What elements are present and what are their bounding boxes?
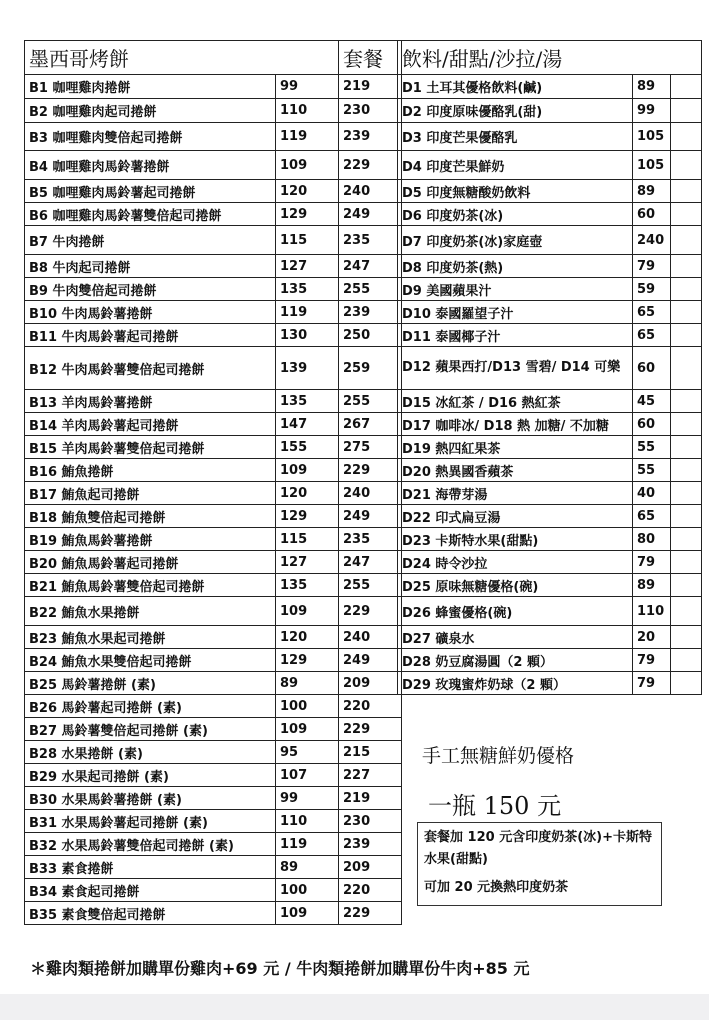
drink-row	[398, 99, 702, 123]
drink-blank-cell	[671, 390, 702, 413]
drink-price: 79	[633, 551, 671, 574]
tortilla-price: 139	[276, 347, 339, 390]
drinks-section-title: 飲料/甜點/沙拉/湯	[398, 41, 702, 75]
tortilla-set-price: 239	[339, 301, 402, 324]
drink-name: D8 印度奶茶(熱)	[398, 255, 633, 278]
tortilla-set-price: 227	[339, 764, 402, 787]
tortilla-price: 129	[276, 505, 339, 528]
tortilla-set-price: 249	[339, 505, 402, 528]
tortilla-set-price: 240	[339, 626, 402, 649]
drink-row	[398, 482, 702, 505]
drink-blank-cell	[671, 324, 702, 347]
drink-blank-cell	[671, 75, 702, 99]
drink-blank-cell	[671, 347, 702, 390]
tortilla-row	[25, 833, 402, 856]
tortilla-set-price: 267	[339, 413, 402, 436]
drink-name: D20 熱異國香蘋茶	[398, 459, 633, 482]
tortilla-price: 110	[276, 810, 339, 833]
drink-blank-cell	[671, 436, 702, 459]
drink-name: D15 冰紅茶 / D16 熱紅茶	[398, 390, 633, 413]
drink-row	[398, 151, 702, 180]
tortilla-price: 99	[276, 787, 339, 810]
tortilla-price: 135	[276, 390, 339, 413]
tortilla-name: B19 鮪魚馬鈴薯捲餅	[25, 528, 276, 551]
drink-price: 89	[633, 75, 671, 99]
tortilla-row	[25, 649, 402, 672]
drink-name: D3 印度芒果優酪乳	[398, 123, 633, 151]
set-meal-note-box	[417, 822, 662, 906]
tortilla-name: B6 咖哩雞肉馬鈴薯雙倍起司捲餅	[25, 203, 276, 226]
tortilla-price: 147	[276, 413, 339, 436]
drink-row	[398, 459, 702, 482]
tortilla-row	[25, 459, 402, 482]
drink-price: 59	[633, 278, 671, 301]
tortilla-name: B25 馬鈴薯捲餅 (素)	[25, 672, 276, 695]
tortilla-name: B12 牛肉馬鈴薯雙倍起司捲餅	[25, 347, 276, 390]
tortilla-row	[25, 123, 402, 151]
drink-name: D17 咖啡冰/ D18 熱 加糖/ 不加糖	[398, 413, 633, 436]
tortilla-set-price: 255	[339, 278, 402, 301]
tortilla-set-price: 230	[339, 99, 402, 123]
tortilla-name: B4 咖哩雞肉馬鈴薯捲餅	[25, 151, 276, 180]
drink-price: 45	[633, 390, 671, 413]
tortilla-row	[25, 226, 402, 255]
tortilla-row	[25, 764, 402, 787]
drink-row	[398, 626, 702, 649]
drink-blank-cell	[671, 597, 702, 626]
tortilla-price: 127	[276, 255, 339, 278]
drink-name: D28 奶豆腐湯圓（2 顆）	[398, 649, 633, 672]
tortilla-set-price: 239	[339, 123, 402, 151]
tortilla-price: 119	[276, 123, 339, 151]
tortilla-header-row	[25, 41, 402, 75]
drink-name: D25 原味無糖優格(碗)	[398, 574, 633, 597]
tortilla-price: 100	[276, 695, 339, 718]
tortilla-price: 129	[276, 203, 339, 226]
tortilla-name: B30 水果馬鈴薯捲餅 (素)	[25, 787, 276, 810]
drink-blank-cell	[671, 226, 702, 255]
tortilla-price: 99	[276, 75, 339, 99]
yogurt-promo-title: 手工無糖鮮奶優格	[422, 745, 575, 767]
drink-price: 20	[633, 626, 671, 649]
tortilla-row	[25, 902, 402, 925]
tortilla-name: B15 羊肉馬鈴薯雙倍起司捲餅	[25, 436, 276, 459]
tortilla-price: 95	[276, 741, 339, 764]
drink-price: 105	[633, 123, 671, 151]
drink-name: D29 玫瑰蜜炸奶球（2 顆）	[398, 672, 633, 695]
drink-name: D5 印度無糖酸奶飲料	[398, 180, 633, 203]
tortilla-name: B13 羊肉馬鈴薯捲餅	[25, 390, 276, 413]
tortilla-name: B20 鮪魚馬鈴薯起司捲餅	[25, 551, 276, 574]
tortilla-name: B26 馬鈴薯起司捲餅 (素)	[25, 695, 276, 718]
drink-name: D2 印度原味優酪乳(甜)	[398, 99, 633, 123]
drink-row	[398, 505, 702, 528]
tortilla-set-price: 229	[339, 459, 402, 482]
tortilla-price: 155	[276, 436, 339, 459]
tortilla-price: 110	[276, 99, 339, 123]
drink-name: D24 時令沙拉	[398, 551, 633, 574]
tortilla-set-price: 209	[339, 856, 402, 879]
tortilla-price: 119	[276, 833, 339, 856]
drink-name: D19 熱四紅果茶	[398, 436, 633, 459]
drink-row	[398, 413, 702, 436]
tortilla-row	[25, 741, 402, 764]
tortilla-row	[25, 278, 402, 301]
tortilla-name: B8 牛肉起司捲餅	[25, 255, 276, 278]
drink-price: 89	[633, 180, 671, 203]
drink-name: D6 印度奶茶(冰)	[398, 203, 633, 226]
drink-row	[398, 597, 702, 626]
tortilla-name: B14 羊肉馬鈴薯起司捲餅	[25, 413, 276, 436]
drink-name: D26 蜂蜜優格(碗)	[398, 597, 633, 626]
tortilla-price: 130	[276, 324, 339, 347]
tortilla-row	[25, 347, 402, 390]
tortilla-name: B35 素食雙倍起司捲餅	[25, 902, 276, 925]
tortilla-set-price: 255	[339, 574, 402, 597]
drink-blank-cell	[671, 505, 702, 528]
set-meal-column-title: 套餐	[339, 41, 402, 75]
tortilla-row	[25, 301, 402, 324]
tortilla-set-price: 239	[339, 833, 402, 856]
drink-name: D9 美國蘋果汁	[398, 278, 633, 301]
tortilla-section-title: 墨西哥烤餅	[25, 41, 339, 75]
tortilla-name: B29 水果起司捲餅 (素)	[25, 764, 276, 787]
drink-blank-cell	[671, 413, 702, 436]
tortilla-name: B18 鮪魚雙倍起司捲餅	[25, 505, 276, 528]
tortilla-set-price: 229	[339, 902, 402, 925]
tortilla-price: 115	[276, 528, 339, 551]
drink-price: 40	[633, 482, 671, 505]
drink-name: D21 海帶芽湯	[398, 482, 633, 505]
drink-row	[398, 390, 702, 413]
tortilla-price: 119	[276, 301, 339, 324]
tortilla-name: B5 咖哩雞肉馬鈴薯起司捲餅	[25, 180, 276, 203]
drink-name: D22 印式扁豆湯	[398, 505, 633, 528]
drink-price: 60	[633, 203, 671, 226]
drink-blank-cell	[671, 574, 702, 597]
tortilla-set-price: 220	[339, 695, 402, 718]
drink-name: D4 印度芒果鮮奶	[398, 151, 633, 180]
drink-price: 65	[633, 301, 671, 324]
drink-price: 110	[633, 597, 671, 626]
tortilla-row	[25, 879, 402, 902]
drink-row	[398, 75, 702, 99]
tortilla-row	[25, 810, 402, 833]
tortilla-price: 107	[276, 764, 339, 787]
tortilla-name: B21 鮪魚馬鈴薯雙倍起司捲餅	[25, 574, 276, 597]
drink-price: 60	[633, 347, 671, 390]
tortilla-set-price: 275	[339, 436, 402, 459]
tortilla-price: 89	[276, 856, 339, 879]
tortilla-row	[25, 695, 402, 718]
tortilla-row	[25, 390, 402, 413]
drink-row	[398, 436, 702, 459]
drink-blank-cell	[671, 180, 702, 203]
tortilla-row	[25, 626, 402, 649]
drink-row	[398, 226, 702, 255]
tortilla-price: 109	[276, 459, 339, 482]
tortilla-set-price: 229	[339, 151, 402, 180]
drink-row	[398, 180, 702, 203]
set-meal-note-line: 套餐加 120 元含印度奶茶(冰)+卡斯特水果(甜點)	[424, 830, 652, 867]
drink-blank-cell	[671, 551, 702, 574]
tortilla-row	[25, 436, 402, 459]
tortilla-row	[25, 718, 402, 741]
drink-price: 99	[633, 99, 671, 123]
tortilla-row	[25, 482, 402, 505]
drink-row	[398, 528, 702, 551]
drink-row	[398, 551, 702, 574]
drink-row	[398, 278, 702, 301]
drink-price: 55	[633, 459, 671, 482]
tortilla-price: 109	[276, 902, 339, 925]
drink-row	[398, 649, 702, 672]
drink-blank-cell	[671, 278, 702, 301]
yogurt-promo-price: 一瓶 150 元	[428, 792, 562, 820]
tortilla-row	[25, 597, 402, 626]
tortilla-price: 120	[276, 482, 339, 505]
footer-note: ＊雞肉類捲餅加購單份雞肉+69 元 / 牛肉類捲餅加購單份牛肉+85 元	[30, 959, 530, 978]
drink-price: 105	[633, 151, 671, 180]
drink-price: 79	[633, 255, 671, 278]
tortilla-row	[25, 75, 402, 99]
drink-price: 65	[633, 505, 671, 528]
tortilla-name: B16 鮪魚捲餅	[25, 459, 276, 482]
tortilla-set-price: 247	[339, 551, 402, 574]
drink-blank-cell	[671, 99, 702, 123]
drink-row	[398, 123, 702, 151]
drink-name: D23 卡斯特水果(甜點)	[398, 528, 633, 551]
tortilla-row	[25, 180, 402, 203]
tortilla-set-price: 247	[339, 255, 402, 278]
drink-price: 79	[633, 672, 671, 695]
tortilla-row	[25, 574, 402, 597]
tortilla-set-price: 209	[339, 672, 402, 695]
tortilla-name: B34 素食起司捲餅	[25, 879, 276, 902]
drink-row	[398, 324, 702, 347]
drink-blank-cell	[671, 151, 702, 180]
hot-tea-note-line: 可加 20 元換熱印度奶茶	[424, 880, 569, 895]
tortilla-price: 89	[276, 672, 339, 695]
drink-row	[398, 347, 702, 390]
drink-name: D27 礦泉水	[398, 626, 633, 649]
tortilla-name: B1 咖哩雞肉捲餅	[25, 75, 276, 99]
tortilla-price: 127	[276, 551, 339, 574]
drink-blank-cell	[671, 528, 702, 551]
tortilla-name: B9 牛肉雙倍起司捲餅	[25, 278, 276, 301]
tortilla-row	[25, 856, 402, 879]
drink-price: 240	[633, 226, 671, 255]
drink-name: D1 土耳其優格飲料(鹹)	[398, 75, 633, 99]
page-bottom-band	[0, 994, 709, 1020]
tortilla-set-price: 249	[339, 203, 402, 226]
tortilla-row	[25, 505, 402, 528]
tortilla-name: B22 鮪魚水果捲餅	[25, 597, 276, 626]
drink-blank-cell	[671, 649, 702, 672]
tortilla-row	[25, 528, 402, 551]
drink-blank-cell	[671, 672, 702, 695]
drink-price: 65	[633, 324, 671, 347]
drinks-header-row	[398, 41, 702, 75]
drink-name: D11 泰國椰子汁	[398, 324, 633, 347]
tortilla-name: B31 水果馬鈴薯起司捲餅 (素)	[25, 810, 276, 833]
tortilla-name: B7 牛肉捲餅	[25, 226, 276, 255]
tortilla-row	[25, 672, 402, 695]
tortilla-name: B32 水果馬鈴薯雙倍起司捲餅 (素)	[25, 833, 276, 856]
tortilla-price: 120	[276, 180, 339, 203]
drink-blank-cell	[671, 301, 702, 324]
drink-price: 89	[633, 574, 671, 597]
tortilla-name: B33 素食捲餅	[25, 856, 276, 879]
tortilla-set-price: 240	[339, 482, 402, 505]
drink-blank-cell	[671, 626, 702, 649]
tortilla-name: B17 鮪魚起司捲餅	[25, 482, 276, 505]
tortilla-set-price: 215	[339, 741, 402, 764]
tortilla-set-price: 229	[339, 718, 402, 741]
tortilla-set-price: 230	[339, 810, 402, 833]
tortilla-row	[25, 99, 402, 123]
drink-blank-cell	[671, 482, 702, 505]
tortilla-set-price: 250	[339, 324, 402, 347]
drink-row	[398, 301, 702, 324]
tortilla-name: B2 咖哩雞肉起司捲餅	[25, 99, 276, 123]
tortilla-row	[25, 413, 402, 436]
drink-price: 55	[633, 436, 671, 459]
tortilla-price: 109	[276, 718, 339, 741]
drink-row	[398, 203, 702, 226]
tortilla-name: B11 牛肉馬鈴薯起司捲餅	[25, 324, 276, 347]
tortilla-price: 109	[276, 151, 339, 180]
drink-name: D12 蘋果西打/D13 雪碧/ D14 可樂	[398, 347, 633, 390]
tortilla-set-price: 235	[339, 528, 402, 551]
tortilla-name: B28 水果捲餅 (素)	[25, 741, 276, 764]
tortilla-set-price: 240	[339, 180, 402, 203]
tortilla-price: 109	[276, 597, 339, 626]
tortilla-row	[25, 324, 402, 347]
drink-name: D10 泰國羅望子汁	[398, 301, 633, 324]
drink-blank-cell	[671, 203, 702, 226]
tortilla-price: 115	[276, 226, 339, 255]
tortilla-price: 100	[276, 879, 339, 902]
tortilla-name: B10 牛肉馬鈴薯捲餅	[25, 301, 276, 324]
tortilla-price: 120	[276, 626, 339, 649]
tortilla-set-price: 219	[339, 75, 402, 99]
drinks-menu-table	[397, 40, 702, 695]
tortilla-row	[25, 255, 402, 278]
tortilla-name: B24 鮪魚水果雙倍起司捲餅	[25, 649, 276, 672]
drink-blank-cell	[671, 459, 702, 482]
drink-price: 80	[633, 528, 671, 551]
tortilla-set-price: 235	[339, 226, 402, 255]
tortilla-row	[25, 787, 402, 810]
tortilla-set-price: 255	[339, 390, 402, 413]
tortilla-name: B27 馬鈴薯雙倍起司捲餅 (素)	[25, 718, 276, 741]
tortilla-set-price: 249	[339, 649, 402, 672]
tortilla-row	[25, 151, 402, 180]
tortilla-set-price: 229	[339, 597, 402, 626]
drink-price: 60	[633, 413, 671, 436]
tortilla-menu-table	[24, 40, 402, 925]
tortilla-name: B3 咖哩雞肉雙倍起司捲餅	[25, 123, 276, 151]
tortilla-set-price: 259	[339, 347, 402, 390]
drink-price: 79	[633, 649, 671, 672]
drink-row	[398, 574, 702, 597]
tortilla-price: 129	[276, 649, 339, 672]
tortilla-set-price: 220	[339, 879, 402, 902]
tortilla-price: 135	[276, 278, 339, 301]
drink-name: D7 印度奶茶(冰)家庭壺	[398, 226, 633, 255]
tortilla-row	[25, 203, 402, 226]
tortilla-price: 135	[276, 574, 339, 597]
drink-blank-cell	[671, 255, 702, 278]
drink-blank-cell	[671, 123, 702, 151]
tortilla-set-price: 219	[339, 787, 402, 810]
drink-row	[398, 255, 702, 278]
tortilla-row	[25, 551, 402, 574]
tortilla-name: B23 鮪魚水果起司捲餅	[25, 626, 276, 649]
drink-row	[398, 672, 702, 695]
